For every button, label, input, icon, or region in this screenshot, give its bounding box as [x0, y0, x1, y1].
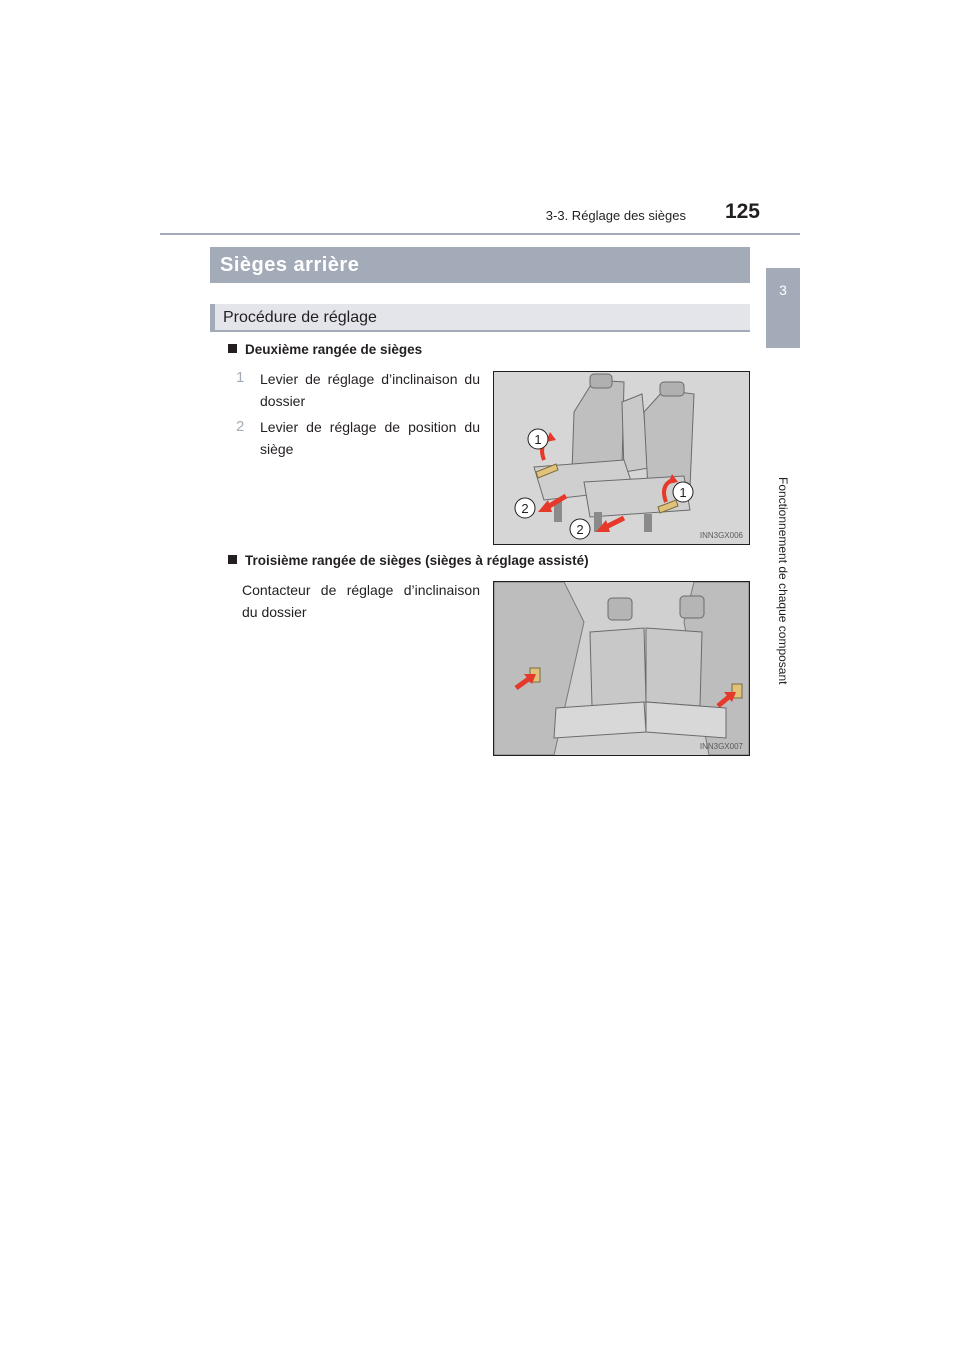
second-row-heading-text: Deuxième rangée de sièges: [245, 342, 423, 357]
callout-2: [570, 519, 590, 539]
subheading-rule: [210, 330, 750, 332]
third-row-seats-drawing: [494, 582, 749, 755]
third-row-seats-illustration: [493, 581, 750, 756]
chapter-title: Fonctionnement de chaque composant: [776, 477, 790, 685]
item-number: 1: [236, 369, 245, 386]
bullet-square-icon: [228, 555, 237, 564]
callout-1: [673, 482, 693, 502]
item-text: Levier de réglage d’inclinaison du dossier: [260, 371, 480, 409]
item-text: Levier de réglage de position du siège: [260, 419, 480, 457]
page-number: 125: [724, 200, 760, 223]
item-number: 2: [236, 418, 245, 435]
callout-2: [515, 498, 535, 518]
callout-1: [528, 429, 548, 449]
third-row-heading-text: Troisième rangée de sièges (sièges à réglage assisté): [245, 553, 589, 568]
svg-text:1: 1: [679, 485, 687, 500]
svg-text:2: 2: [521, 501, 529, 516]
chapter-number: 3: [779, 282, 787, 298]
second-row-seats-drawing: [494, 372, 749, 544]
subheading: Procédure de réglage: [223, 309, 377, 326]
bullet-square-icon: [228, 344, 237, 353]
figure-id: INN3GX006: [699, 531, 743, 540]
third-row-text: Contacteur de réglage d’inclinaison du dossier: [242, 582, 480, 620]
svg-text:1: 1: [534, 432, 542, 447]
side-tab-separator: [766, 346, 800, 348]
header-rule: [160, 233, 800, 235]
running-header-section: 3-3. Réglage des sièges: [545, 208, 686, 223]
third-row-heading: [228, 553, 589, 568]
figure-id: INN3GX007: [699, 742, 743, 751]
svg-text:2: 2: [576, 522, 584, 537]
second-row-seats-illustration: [493, 371, 750, 545]
section-title: Sièges arrière: [220, 254, 360, 276]
second-row-heading: [228, 342, 422, 357]
